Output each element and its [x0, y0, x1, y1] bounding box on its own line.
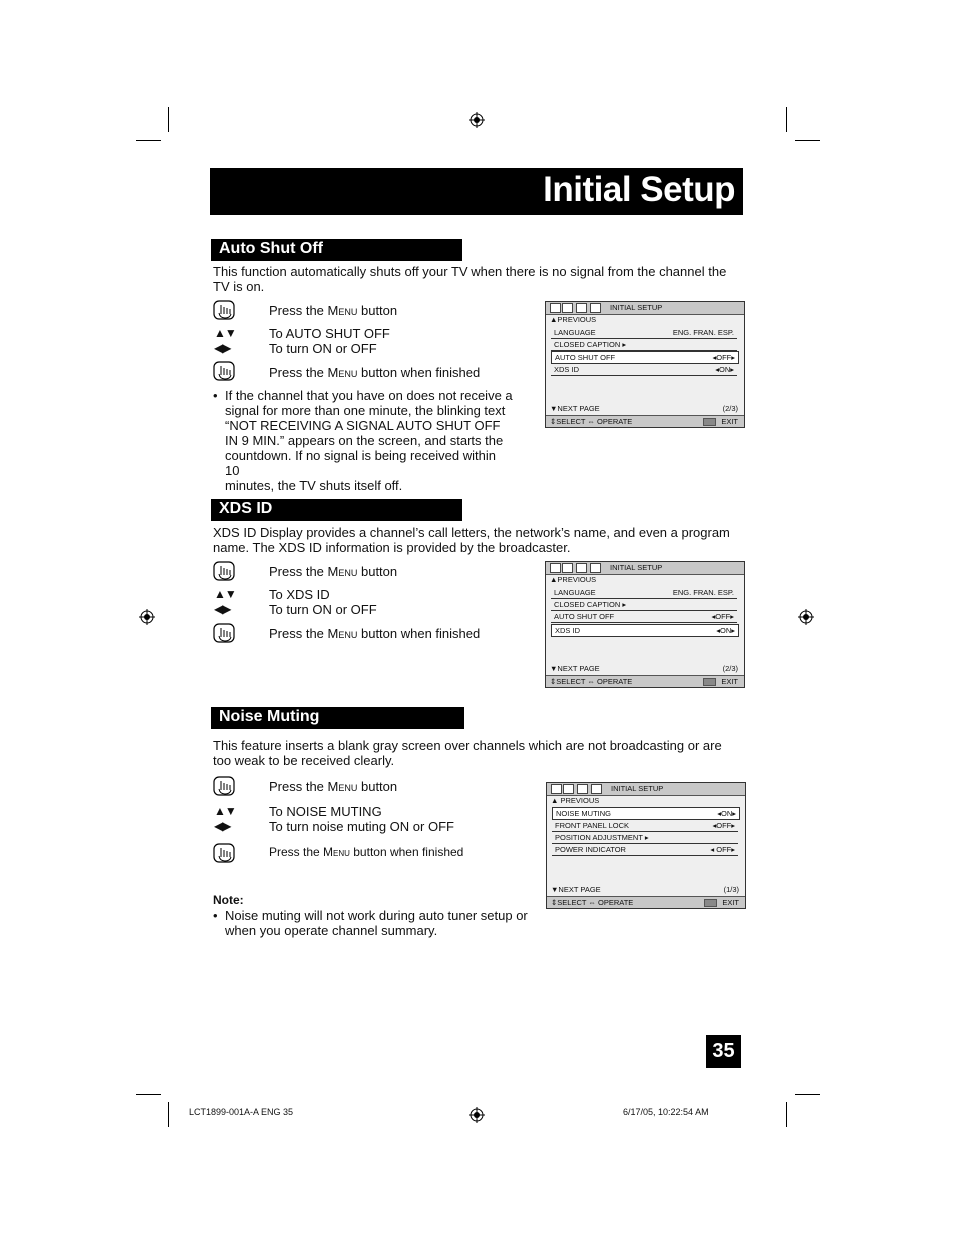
registration-mark-icon	[469, 112, 485, 128]
sound-icon	[562, 303, 573, 313]
menu-key-icon	[703, 678, 716, 686]
noise-muting-note: • Noise muting will not work during auto tuner setup or when you operate channel summary.	[213, 908, 528, 938]
page-number: 35	[706, 1035, 741, 1068]
xds-id-intro: XDS ID Display provides a channel’s call letters, the network’s name, and even a program name. The XDS ID information is provided by the broadcaster.	[213, 525, 730, 555]
osd-row-auto-shut-off: AUTO SHUT OFF ◂OFF▸	[551, 611, 737, 623]
osd-row-language: LANGUAGE ENG. FRAN. ESP.	[551, 327, 737, 339]
setup-icon	[591, 784, 602, 794]
osd-row-closed-caption: CLOSED CAPTION ▸	[551, 599, 737, 611]
xds-id-step-menu: Press the Menu button	[269, 564, 398, 579]
section-heading-auto-shut-off: Auto Shut Off	[211, 239, 462, 261]
picture-icon	[550, 303, 561, 313]
hand-press-icon	[213, 299, 237, 321]
timer-icon	[576, 303, 587, 313]
crop-mark	[168, 1102, 169, 1127]
auto-shut-off-step-select: To AUTO SHUT OFF	[269, 326, 390, 341]
xds-id-step-toggle: To turn ON or OFF	[269, 602, 377, 617]
registration-mark-icon	[469, 1107, 485, 1123]
osd-row-language: LANGUAGE ENG. FRAN. ESP.	[551, 587, 737, 599]
noise-muting-intro: This feature inserts a blank gray screen over channels which are not broadcasting or are too weak to be received clearly.	[213, 738, 722, 768]
osd-menu-initial-setup: INITIAL SETUP ▲ PREVIOUS NOISE MUTING ◂ON▸ FRONT PANEL LOCK ◂OFF▸ POSITION ADJUSTMENT ▸ POWER INDICATOR ◂ OFF▸ ▼NEXT PAGE (1/3) ⇕SELECT ⇔ OPERATE EXIT	[546, 782, 746, 909]
setup-icon	[590, 563, 601, 573]
section-heading-xds-id: XDS ID	[211, 499, 462, 521]
auto-shut-off-step-toggle: To turn ON or OFF	[269, 341, 377, 356]
timer-icon	[577, 784, 588, 794]
note-title: Note:	[213, 893, 244, 907]
auto-shut-off-intro: This function automatically shuts off your TV when there is no signal from the channel the TV is on.	[213, 264, 727, 294]
osd-row-closed-caption: CLOSED CAPTION ▸	[551, 339, 737, 351]
footer-timestamp: 6/17/05, 10:22:54 AM	[623, 1107, 709, 1117]
crop-mark	[786, 107, 787, 132]
noise-muting-step-toggle: To turn noise muting ON or OFF	[269, 819, 454, 834]
crop-mark	[795, 140, 820, 141]
osd-row-power-indicator: POWER INDICATOR ◂ OFF▸	[552, 844, 738, 856]
section-heading-noise-muting: Noise Muting	[211, 707, 464, 729]
sound-icon	[563, 784, 574, 794]
noise-muting-step-menu: Press the Menu button	[269, 779, 398, 794]
auto-shut-off-step-menu: Press the Menu button	[269, 303, 398, 318]
crop-mark	[136, 1094, 161, 1095]
timer-icon	[576, 563, 587, 573]
sound-icon	[562, 563, 573, 573]
osd-row-xds-id: XDS ID ◂ON▸	[551, 364, 737, 376]
menu-key-icon	[703, 418, 716, 426]
xds-id-step-select: To XDS ID	[269, 587, 330, 602]
up-down-arrows-icon: ▲▼	[214, 587, 236, 601]
menu-key-icon	[704, 899, 717, 907]
osd-row-xds-id: XDS ID ◂ON▸	[551, 624, 739, 637]
hand-press-icon	[213, 622, 237, 644]
crop-mark	[168, 107, 169, 132]
xds-id-step-finish: Press the Menu button when finished	[269, 626, 481, 641]
osd-menu-initial-setup: INITIAL SETUP ▲PREVIOUS LANGUAGE ENG. FRAN. ESP. CLOSED CAPTION ▸ AUTO SHUT OFF ◂OFF▸ XDS ID ◂ON▸ ▼NEXT PAGE (2/3) ⇕SELECT ⇔ OPERATE EXIT	[545, 301, 745, 428]
hand-press-icon	[213, 560, 237, 582]
osd-row-auto-shut-off: AUTO SHUT OFF ◂OFF▸	[551, 351, 739, 364]
osd-menu-initial-setup: INITIAL SETUP ▲PREVIOUS LANGUAGE ENG. FRAN. ESP. CLOSED CAPTION ▸ AUTO SHUT OFF ◂OFF▸ XDS ID ◂ON▸ ▼NEXT PAGE (2/3) ⇕SELECT ⇔ OPERATE EXIT	[545, 561, 745, 688]
registration-mark-icon	[798, 609, 814, 625]
up-down-arrows-icon: ▲▼	[214, 804, 236, 818]
footer-doc-id: LCT1899-001A-A ENG 35	[189, 1107, 294, 1117]
auto-shut-off-step-finish: Press the Menu button when finished	[269, 365, 481, 380]
registration-mark-icon	[139, 609, 155, 625]
noise-muting-step-finish: Press the Menu button when finished	[269, 845, 464, 859]
left-right-arrows-icon: ◀▶	[214, 341, 231, 355]
setup-icon	[590, 303, 601, 313]
osd-row-front-panel-lock: FRONT PANEL LOCK ◂OFF▸	[552, 820, 738, 832]
left-right-arrows-icon: ◀▶	[214, 819, 231, 833]
hand-press-icon	[213, 775, 237, 797]
noise-muting-step-select: To NOISE MUTING	[269, 804, 382, 819]
left-right-arrows-icon: ◀▶	[214, 602, 231, 616]
crop-mark	[136, 140, 161, 141]
page-title: Initial Setup	[543, 170, 735, 209]
page-title-bar	[210, 168, 743, 215]
hand-press-icon	[213, 842, 237, 864]
up-down-arrows-icon: ▲▼	[214, 326, 236, 340]
osd-row-noise-muting: NOISE MUTING ◂ON▸	[552, 807, 740, 820]
picture-icon	[551, 784, 562, 794]
crop-mark	[795, 1094, 820, 1095]
osd-row-position-adjustment: POSITION ADJUSTMENT ▸	[552, 832, 738, 844]
picture-icon	[550, 563, 561, 573]
auto-shut-off-bullet: • If the channel that you have on does not receive a signal for more than one minute, the blinking text “NOT RECEIVING A SIGNAL AUTO SHUT OFF IN 9 MIN.” appears on the screen, and starts the countdown. If no signal is being received within 10 minutes, the TV shuts itself off.	[213, 388, 513, 493]
hand-press-icon	[213, 360, 237, 382]
crop-mark	[786, 1102, 787, 1127]
